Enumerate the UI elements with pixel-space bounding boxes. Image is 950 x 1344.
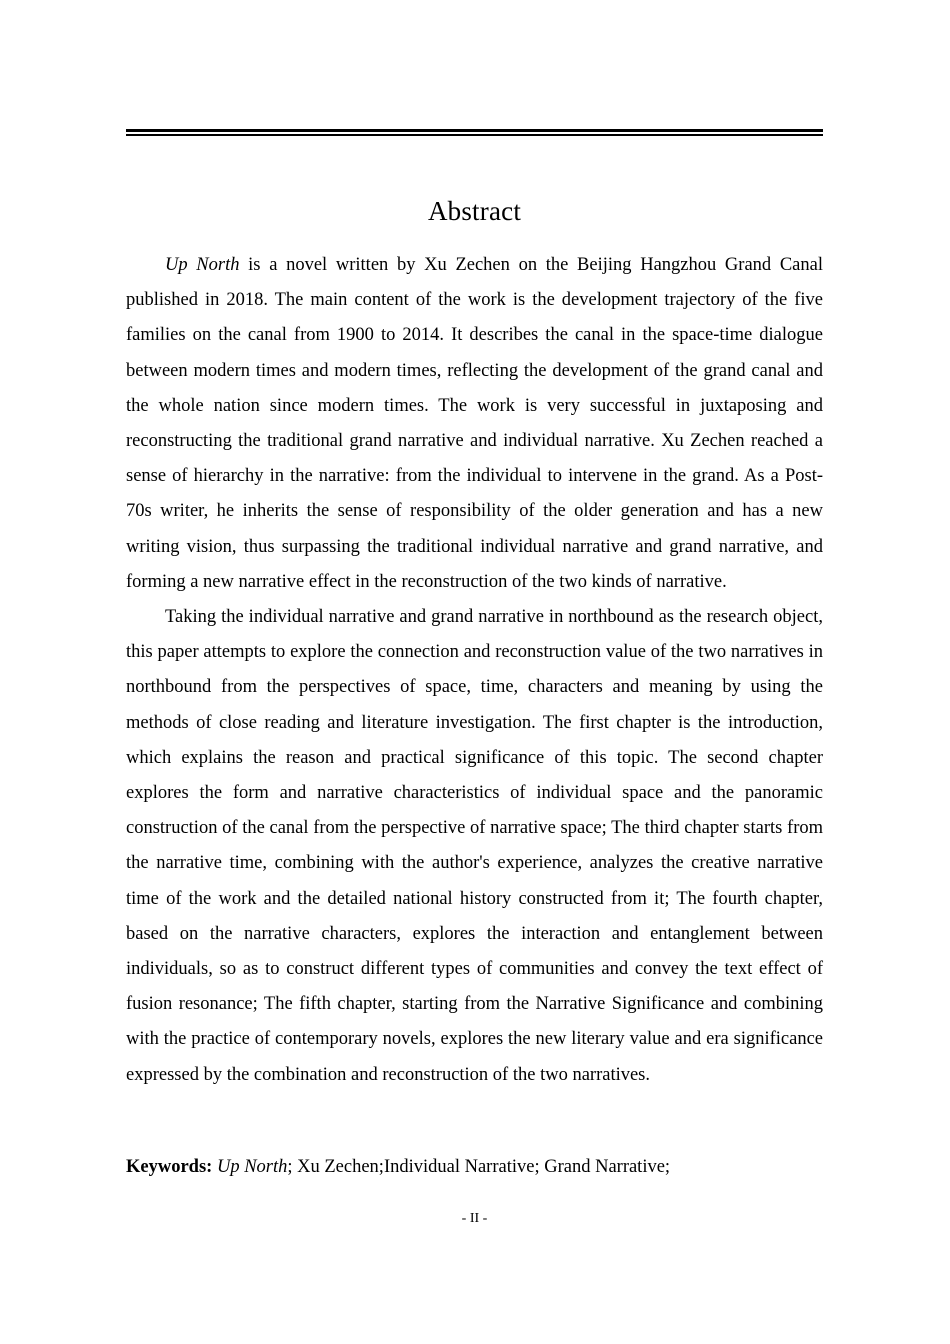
paragraph-1-italic-lead: Up North [165, 255, 240, 275]
abstract-paragraph-2 [126, 600, 823, 1093]
header-rule-thin [126, 134, 823, 136]
page-footer [126, 1210, 823, 1228]
keywords-italic-term: Up North [216, 1157, 288, 1177]
keywords-line [126, 1150, 823, 1185]
keywords-rest: ; Xu Zechen;Individual Narrative; Grand Narrative; [287, 1157, 671, 1177]
header-double-rule [126, 129, 823, 137]
abstract-body [126, 248, 823, 1093]
page-title: Abstract [427, 196, 522, 227]
keywords-label: Keywords: [126, 1157, 213, 1177]
page-number: - II - [461, 1211, 488, 1226]
paragraph-2-text: Taking the individual narrative and grand narrative in northbound as the research object, this paper attempts to explore the connection and reconstruction value of the two narratives in northbound from the perspectives of space, time, characters and meaning by using the methods of close reading and literature investigation. The first chapter is the introduction, which explains the reason and practical significance of this topic. The second chapter explores the form and narrative characteristics of individual space and the panoramic construction of the canal from the perspective of narrative space; The third chapter starts from the narrative time, combining with the author's experience, analyzes the creative narrative time of the work and the detailed national history constructed from it; The fourth chapter, based on the narrative characters, explores the interaction and entanglement between individuals, so as to construct different types of communities and convey the text effect of fusion resonance; The fifth chapter, starting from the Narrative Significance and combining with the practice of contemporary novels, explores the new literary value and era significance expressed by the combination and reconstruction of the two narratives. [126, 607, 823, 1085]
paragraph-1-text: is a novel written by Xu Zechen on the Beijing Hangzhou Grand Canal published in 2018. The main content of the work is the development trajectory of the five families on the canal from 1900 to 2014. It describes the canal in the space-time dialogue between modern times and modern times, reflecting the development of the grand canal and the whole nation since modern times. The work is very successful in juxtaposing and reconstructing the traditional grand narrative and individual narrative. Xu Zechen reached a sense of hierarchy in the narrative: from the individual to intervene in the grand. As a Post-70s writer, he inherits the sense of responsibility of the older generation and has a new writing vision, thus surpassing the traditional individual narrative and grand narrative, and forming a new narrative effect in the reconstruction of the two kinds of narrative. [126, 255, 823, 592]
abstract-paragraph-1 [126, 248, 823, 600]
